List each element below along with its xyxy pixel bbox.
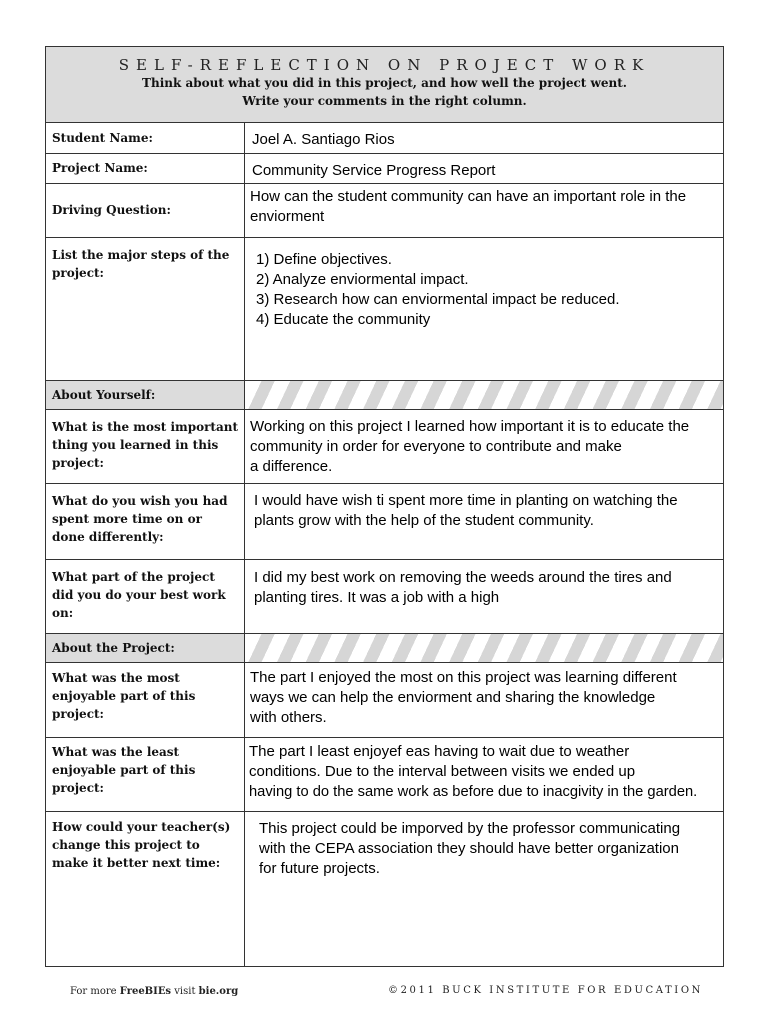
most-enjoyable-row bbox=[46, 663, 723, 738]
text-line: community in order for everyone to contribute and make bbox=[250, 438, 622, 455]
teacher-change-row bbox=[46, 812, 723, 966]
footer-site-link[interactable]: bie.org bbox=[198, 986, 239, 997]
least-enjoyable-value[interactable] bbox=[246, 738, 723, 811]
text-line: plants grow with the help of the student community. bbox=[254, 512, 594, 529]
text-line: The part I least enjoyef eas having to wait due to weather bbox=[249, 743, 630, 760]
project-name-row bbox=[46, 154, 723, 184]
instruction-line-1: Think about what you did in this project, and how well the project went. bbox=[142, 76, 627, 90]
text-line: conditions. Due to the interval between visits we ended up bbox=[249, 763, 636, 780]
wish-row bbox=[46, 484, 723, 560]
text-line: I did my best work on removing the weeds around the tires and bbox=[254, 569, 672, 586]
text-line: planting tires. It was a job with a high bbox=[254, 589, 500, 606]
best-work-row bbox=[46, 560, 723, 634]
driving-question-value[interactable] bbox=[246, 184, 723, 237]
least-enjoyable-row bbox=[46, 738, 723, 812]
text-line: The part I enjoyed the most on this project was learning different bbox=[250, 669, 677, 686]
text-line: Working on this project I learned how important it is to educate the bbox=[250, 418, 690, 435]
wish-value[interactable] bbox=[246, 484, 723, 559]
footer-prefix: For more bbox=[70, 986, 117, 997]
text-line: for future projects. bbox=[259, 860, 380, 877]
footer-copyright: ©2011 BUCK INSTITUTE FOR EDUCATION bbox=[388, 985, 704, 996]
teacher-change-value[interactable] bbox=[246, 812, 723, 966]
form-title: SELF-REFLECTION ON PROJECT WORK bbox=[118, 56, 651, 74]
least-enjoyable-label: What was the least enjoyable part of this project: bbox=[46, 738, 245, 811]
learned-value[interactable] bbox=[246, 410, 723, 483]
about-project-section bbox=[46, 634, 723, 663]
section-stripe-pattern bbox=[246, 634, 723, 662]
step-item: 3) Research how can enviormental impact be reduced. bbox=[256, 291, 620, 308]
most-enjoyable-value[interactable] bbox=[246, 663, 723, 737]
teacher-change-label: How could your teacher(s) change this project to make it better next time: bbox=[46, 812, 245, 966]
text-line: How can the student community can have an important role in the bbox=[250, 188, 687, 205]
project-name-label: Project Name: bbox=[46, 154, 245, 183]
student-name-value[interactable]: Joel A. Santiago Rios bbox=[252, 131, 395, 148]
footer-middle: visit bbox=[174, 986, 196, 997]
text-line: ways we can help the enviorment and sharing the knowledge bbox=[250, 689, 656, 706]
text-line: a difference. bbox=[250, 458, 333, 475]
step-item: 4) Educate the community bbox=[256, 311, 431, 328]
student-name-label: Student Name: bbox=[46, 123, 245, 153]
driving-question-row bbox=[46, 184, 723, 238]
about-yourself-heading: About Yourself: bbox=[46, 381, 245, 409]
footer-brand: FreeBIEs bbox=[119, 986, 172, 997]
text-line: having to do the same work as before due to inacgivity in the garden. bbox=[249, 784, 698, 800]
most-enjoyable-label: What was the most enjoyable part of this project: bbox=[46, 663, 245, 737]
text-line: This project could be imporved by the professor communicating bbox=[259, 820, 681, 837]
form-header bbox=[46, 47, 723, 123]
about-yourself-section bbox=[46, 381, 723, 410]
major-steps-row bbox=[46, 238, 723, 381]
project-name-value[interactable]: Community Service Progress Report bbox=[252, 162, 496, 179]
step-item: 1) Define objectives. bbox=[256, 251, 392, 268]
text-line: I would have wish ti spent more time in planting on watching the bbox=[254, 492, 678, 509]
major-steps-label: List the major steps of the project: bbox=[46, 238, 245, 380]
student-name-row bbox=[46, 123, 723, 154]
learned-row bbox=[46, 410, 723, 484]
best-work-value[interactable] bbox=[246, 560, 723, 633]
section-stripe-pattern bbox=[246, 381, 723, 409]
footer-freebies bbox=[70, 986, 238, 997]
reflection-form bbox=[45, 46, 724, 967]
driving-question-label: Driving Question: bbox=[46, 184, 245, 237]
about-project-heading: About the Project: bbox=[46, 634, 245, 662]
text-line: with others. bbox=[250, 709, 327, 726]
text-line: with the CEPA association they should have better organization bbox=[259, 840, 679, 857]
text-line: enviorment bbox=[250, 208, 325, 225]
best-work-label: What part of the project did you do your best work on: bbox=[46, 560, 245, 633]
major-steps-value[interactable] bbox=[246, 238, 723, 380]
learned-label: What is the most important thing you learned in this project: bbox=[46, 410, 245, 483]
instruction-line-2: Write your comments in the right column. bbox=[242, 94, 527, 108]
step-item: 2) Analyze enviormental impact. bbox=[256, 271, 469, 288]
wish-label: What do you wish you had spent more time on or done differently: bbox=[46, 484, 245, 559]
